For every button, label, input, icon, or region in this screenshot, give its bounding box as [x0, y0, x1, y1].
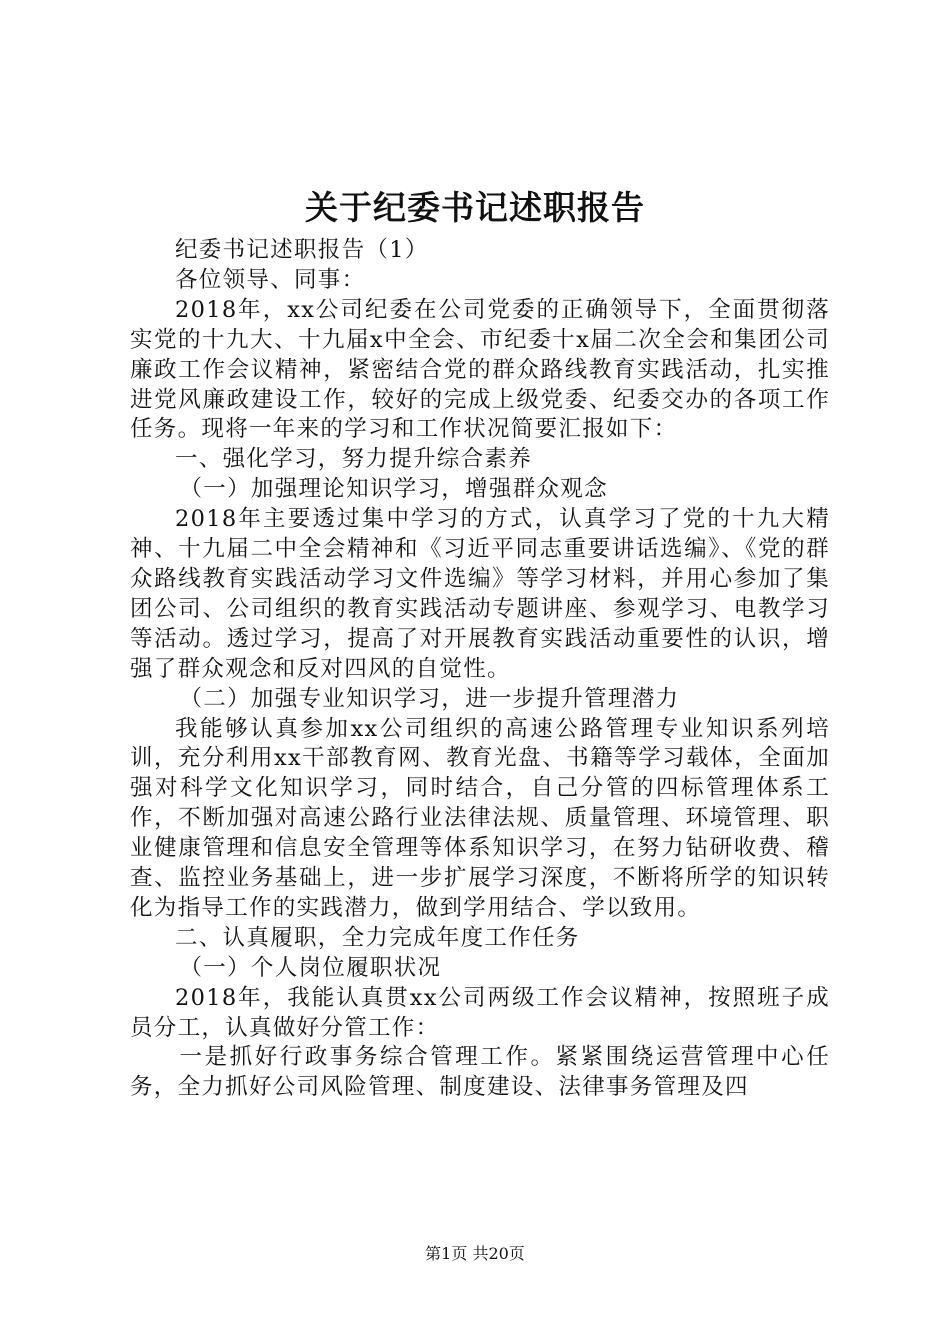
- page-footer: 第1页 共20页: [425, 1244, 525, 1263]
- body-paragraph: 2018年主要透过集中学习的方式，认真学习了党的十九大精神、十九届二中全会精神和《习近平同志重要讲话选编》、《党的群众路线教育实践活动学习文件选编》等学习材料，并用心参加了集团公司、公司组织的教育实践活动专题讲座、参观学习、电教学习等活动。透过学习，提高了对开展教育实践活动重要性的认识，增强了群众观念和反对四风的自觉性。: [130, 506, 830, 682]
- subsection-heading: （一）加强理论知识学习，增强群众观念: [179, 476, 608, 503]
- document-title: 关于纪委书记述职报告: [305, 188, 645, 227]
- salutation: 各位领导、同事：: [175, 266, 366, 293]
- subsection-heading: （二）加强专业知识学习，进一步提升管理潜力: [179, 685, 680, 712]
- report-subtitle: 纪委书记述职报告（1）: [175, 237, 429, 263]
- body-paragraph: 我能够认真参加xx公司组织的高速公路管理专业知识系列培训，充分利用xx干部教育网、教育光盘、书籍等学习载体，全面加强对科学文化知识学习，同时结合，自己分管的四标管理体系工作，不断加强对高速公路行业法律法规、质量管理、环境管理、职业健康管理和信息安全管理等体系知识学习，在努力钻研收费、稽查、监控业务基础上，进一步扩展学习深度，不断将所学的知识转化为指导工作的实践潜力，做到学用结合、学以致用。: [130, 715, 830, 921]
- body-paragraph: 一是抓好行政事务综合管理工作。紧紧围绕运营管理中心任务，全力抓好公司风险管理、制度建设、法律事务管理及四: [130, 1044, 830, 1101]
- document-body: [130, 236, 830, 1103]
- body-paragraph: 2018年，我能认真贯xx公司两级工作会议精神，按照班子成员分工，认真做好分管工作：: [130, 984, 830, 1041]
- section-heading: 二、认真履职，全力完成年度工作任务: [175, 924, 580, 951]
- section-heading: 一、强化学习，努力提升综合素养: [175, 446, 533, 473]
- subsection-heading: （一）个人岗位履职状况: [179, 954, 442, 981]
- body-paragraph: 2018年，xx公司纪委在公司党委的正确领导下，全面贯彻落实党的十九大、十九届x中全会、市纪委十x届二次全会和集团公司廉政工作会议精神，紧密结合党的群众路线教育实践活动，扎实推进党风廉政建设工作，较好的完成上级党委、纪委交办的各项工作任务。现将一年来的学习和工作状况简要汇报如下：: [130, 296, 830, 443]
